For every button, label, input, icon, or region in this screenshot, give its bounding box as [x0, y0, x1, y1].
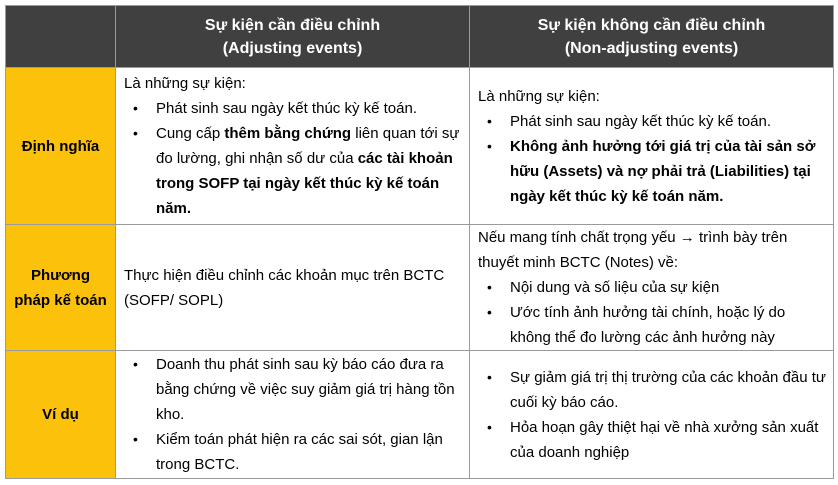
example-non-adjusting-cell [470, 351, 834, 479]
list-item: • Phát sinh sau ngày kết thúc kỳ kế toán. [478, 109, 827, 134]
header-adjusting [116, 6, 470, 68]
bullet-icon: • [487, 418, 492, 435]
header-non-adjusting-title: Sự kiện không cần điều chỉnh [537, 16, 766, 34]
bullet-icon: • [487, 304, 492, 320]
definition-adjusting-intro: Là những sự kiện: [124, 75, 246, 92]
method-non-adjusting-cell [470, 225, 834, 351]
example-non-adjusting-list [478, 365, 827, 465]
bullet-icon: • [487, 137, 492, 154]
bullet-icon: • [133, 431, 138, 447]
method-adjusting-text: Thực hiện điều chỉnh các khoản mục trên BCTC (SOFP/ SOPL) [124, 266, 445, 309]
header-adjusting-subtitle: (Adjusting events) [222, 39, 363, 57]
list-item: • Sự giảm giá trị thị trường của các khoản đầu tư cuối kỳ báo cáo. [478, 365, 827, 415]
bullet-icon: • [487, 368, 492, 385]
definition-adjusting-cell [116, 68, 470, 225]
definition-non-adjusting-cell [470, 68, 834, 225]
list-item: • Cung cấp thêm bằng chứng liên quan tới sự đo lường, ghi nhận số dư của các tài khoản trong SOFP tại ngày kết thúc kỳ kế toán năm. [124, 121, 463, 221]
bullet-icon: • [487, 279, 492, 295]
example-adjusting-cell [116, 351, 470, 479]
method-non-adjusting-intro: Nếu mang tính chất trọng yếu → trình bày trên thuyết minh BCTC (Notes) về: [478, 229, 788, 271]
method-label: Phương pháp kế toán [6, 225, 116, 351]
bullet-icon: • [487, 112, 492, 129]
method-row [6, 225, 834, 351]
bullet-icon: • [133, 100, 138, 116]
definition-row [6, 68, 834, 225]
list-item: • Phát sinh sau ngày kết thúc kỳ kế toán. [124, 96, 463, 121]
bullet-icon: • [133, 125, 138, 141]
header-corner-cell [6, 6, 116, 68]
list-item: • Doanh thu phát sinh sau kỳ báo cáo đưa ra bằng chứng về việc suy giảm giá trị hàng tồn kho. [124, 352, 463, 427]
list-item: • Hỏa hoạn gây thiệt hại về nhà xưởng sản xuất của doanh nghiệp [478, 415, 827, 465]
method-adjusting-cell [116, 225, 470, 351]
list-item: • Không ảnh hưởng tới giá trị của tài sản sở hữu (Assets) và nợ phải trả (Liabilities) tại ngày kết thúc kỳ kế toán năm. [478, 134, 827, 209]
definition-label: Định nghĩa [6, 68, 116, 225]
header-row [6, 6, 834, 68]
definition-adjusting-list [124, 96, 463, 221]
example-adjusting-list [124, 352, 463, 477]
comparison-table [5, 5, 834, 479]
header-non-adjusting-subtitle: (Non-adjusting events) [564, 39, 739, 57]
bullet-icon: • [133, 356, 138, 372]
example-row [6, 351, 834, 479]
right-arrow-icon: → [679, 229, 695, 246]
definition-non-adjusting-list [478, 109, 827, 209]
header-adjusting-title: Sự kiện cần điều chỉnh [204, 16, 381, 34]
example-label: Ví dụ [6, 351, 116, 479]
list-item: • Nội dung và số liệu của sự kiện [478, 275, 827, 300]
definition-non-adjusting-intro: Là những sự kiện: [478, 87, 600, 105]
list-item: • Kiểm toán phát hiện ra các sai sót, gian lận trong BCTC. [124, 427, 463, 477]
method-non-adjusting-list [478, 275, 827, 350]
list-item: • Ước tính ảnh hưởng tài chính, hoặc lý do không thể đo lường các ảnh hưởng này [478, 300, 827, 350]
header-non-adjusting [470, 6, 834, 68]
